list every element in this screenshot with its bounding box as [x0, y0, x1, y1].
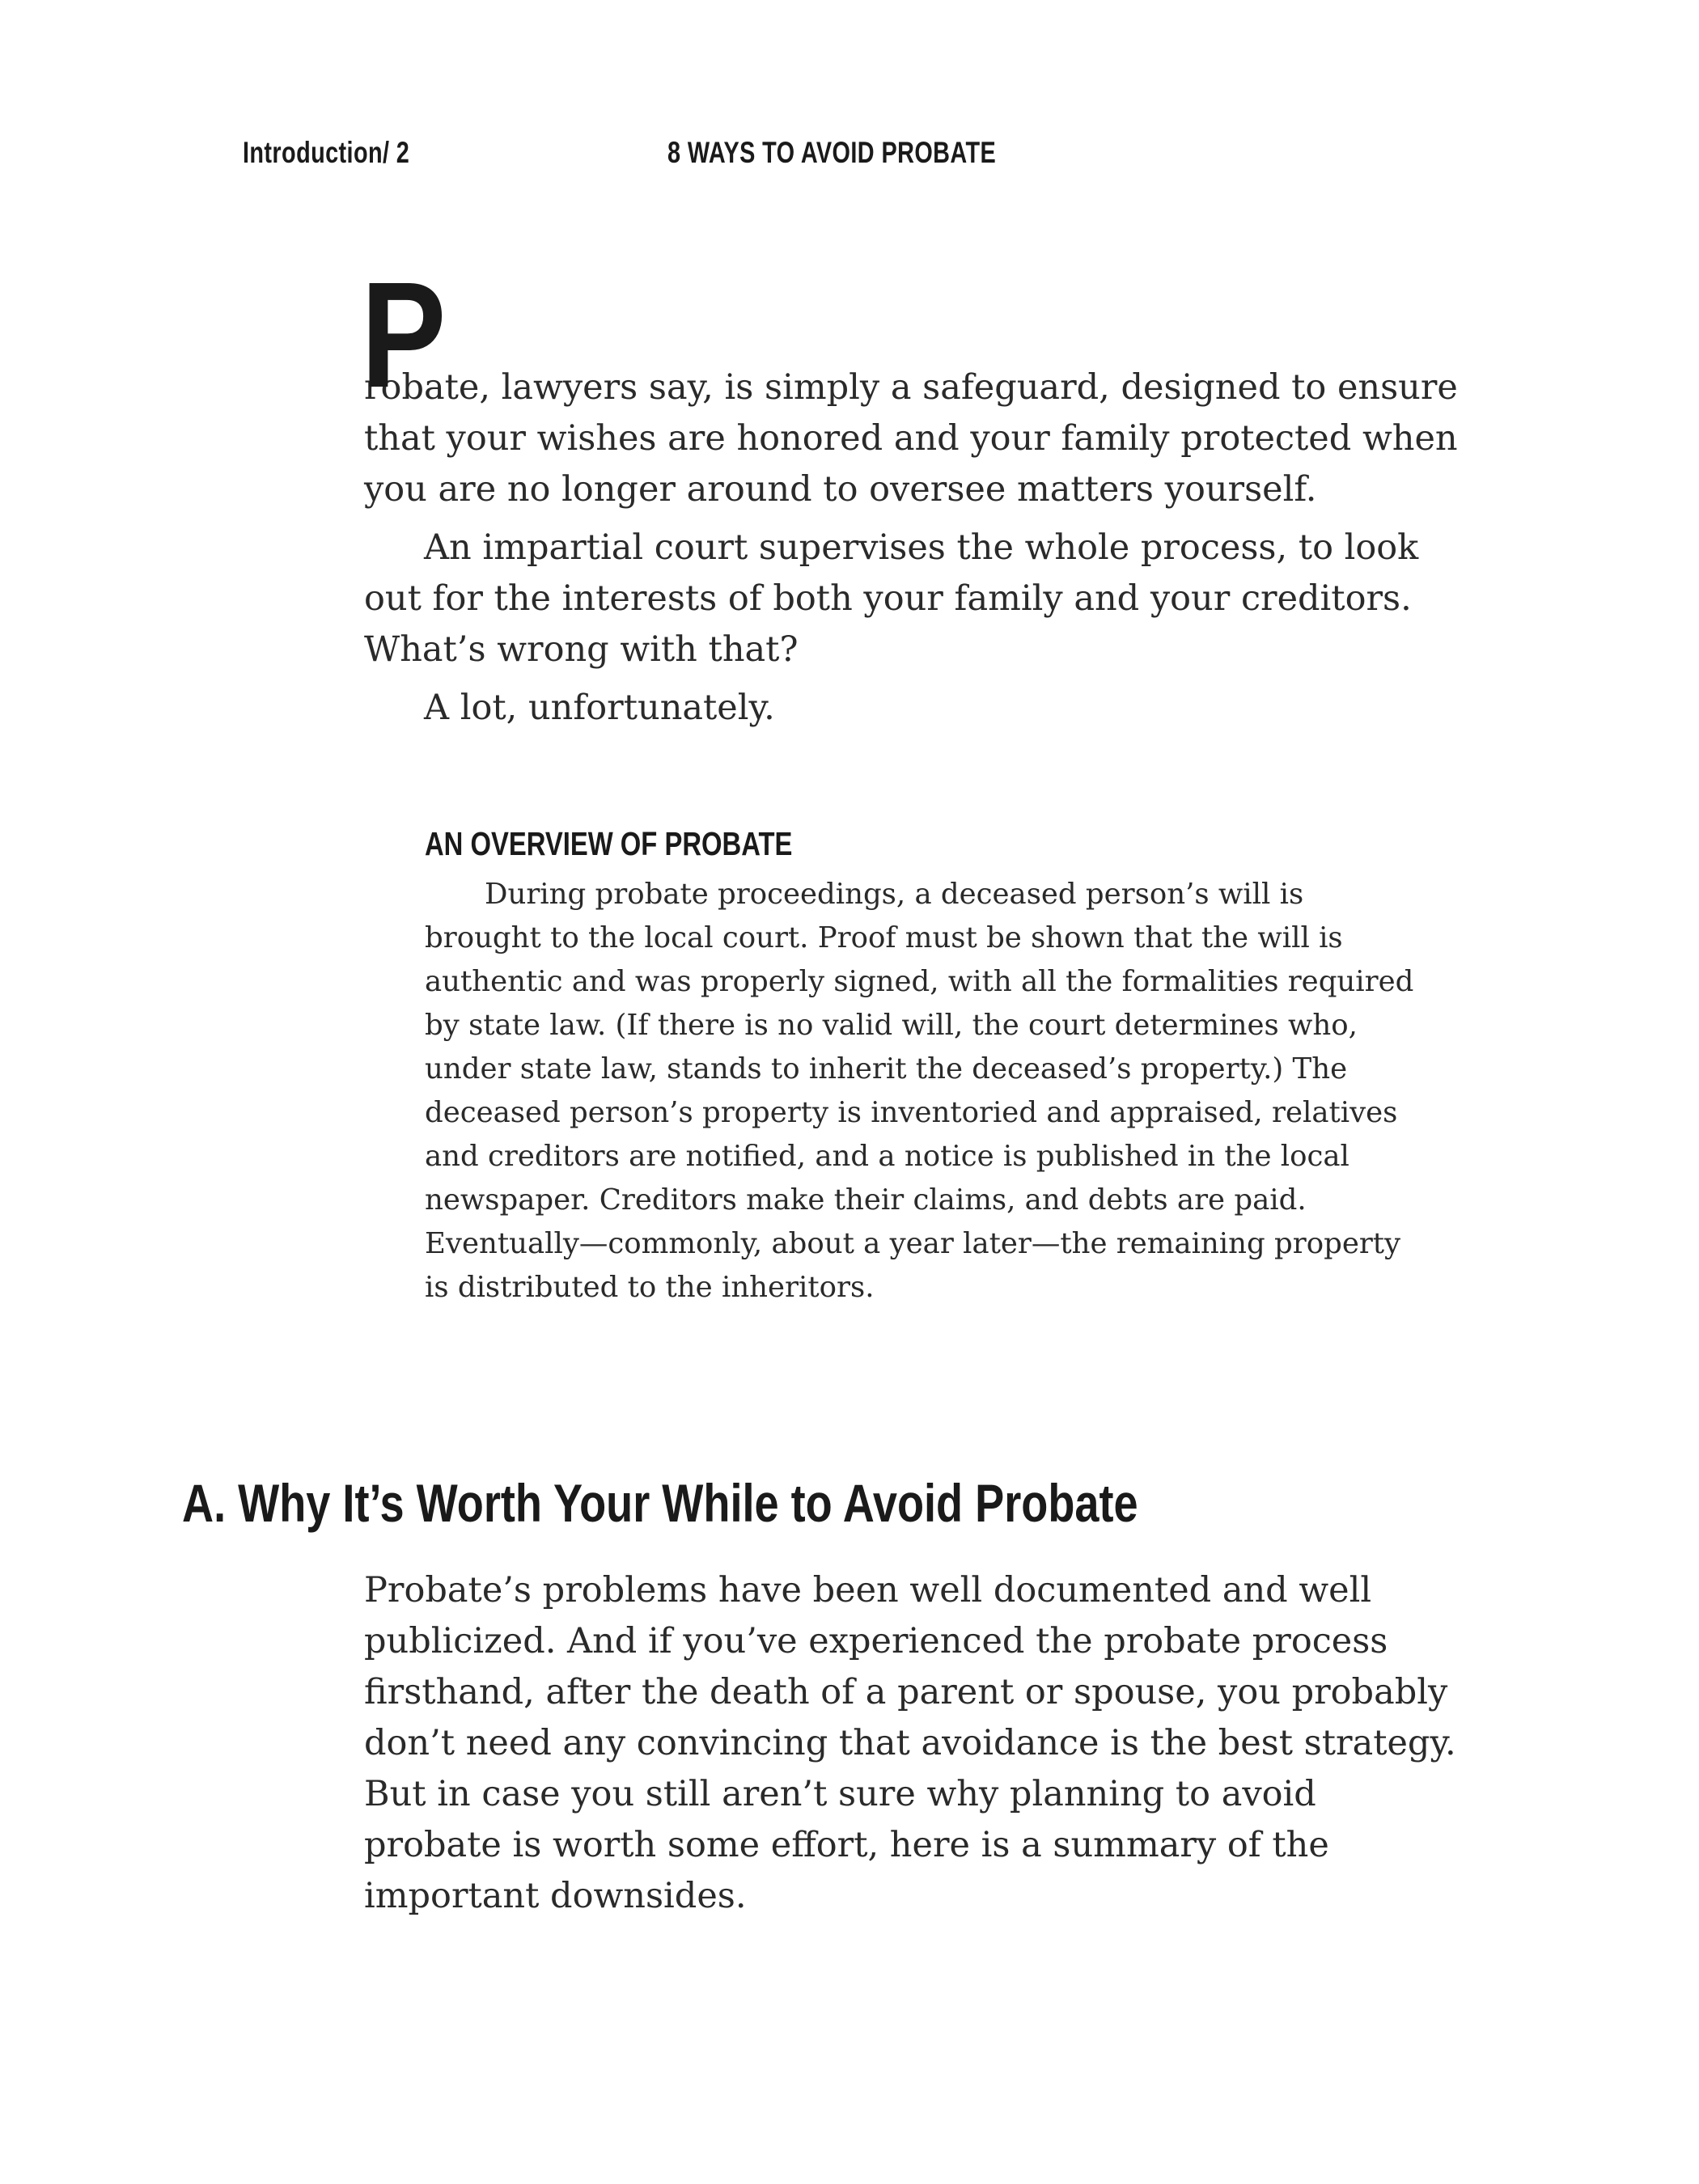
- intro-paragraph-3: A lot, unfortunately.: [424, 688, 775, 728]
- running-head-section: Introduction/ 2: [243, 136, 410, 169]
- intro-text: [361, 252, 1464, 741]
- running-head-title: 8 WAYS TO AVOID PROBATE: [667, 136, 997, 169]
- section-a-body: Probate’s problems have been well documented and well publicized. And if you’ve experienced the probate process firsthand, after the death of a parent or spouse, you probably don’t need any convincing that avoidance is the best strategy. But in case you still aren’t sure why planning to avoid probate is worth some effort, here is a summary of the important downsides.: [364, 1570, 1456, 1916]
- section-a-heading: A. Why It’s Worth Your While to Avoid Probate: [182, 1473, 1138, 1533]
- overview-sidebar: [425, 825, 1428, 1310]
- overview-body: During probate proceedings, a deceased person’s will is brought to the local court. Proof must be shown that the will is authentic and was properly signed, with all the formalities required by state law. (If there is no valid will, the court determines who, under state law, stands to inherit the deceased’s property.) The deceased person’s property is inventoried and appraised, relatives and creditors are notified, and a notice is published in the local newspaper. Creditors make their claims, and debts are paid. Eventually—commonly, about a year later—the remaining property is distributed to the inheritors.: [425, 878, 1414, 1304]
- drop-cap: P: [361, 252, 447, 419]
- intro-paragraph-1-text: robate, lawyers say, is simply a safeguard, designed to ensure that your wishes are honored and your family protected when you are no longer around to oversee matters yourself.: [364, 367, 1458, 510]
- intro-paragraph-2: An impartial court supervises the whole process, to look out for the interests of both your family and your creditors. What’s wrong with that?: [364, 527, 1419, 670]
- overview-heading: AN OVERVIEW OF PROBATE: [425, 825, 793, 862]
- intro-paragraph-1: [361, 252, 1464, 515]
